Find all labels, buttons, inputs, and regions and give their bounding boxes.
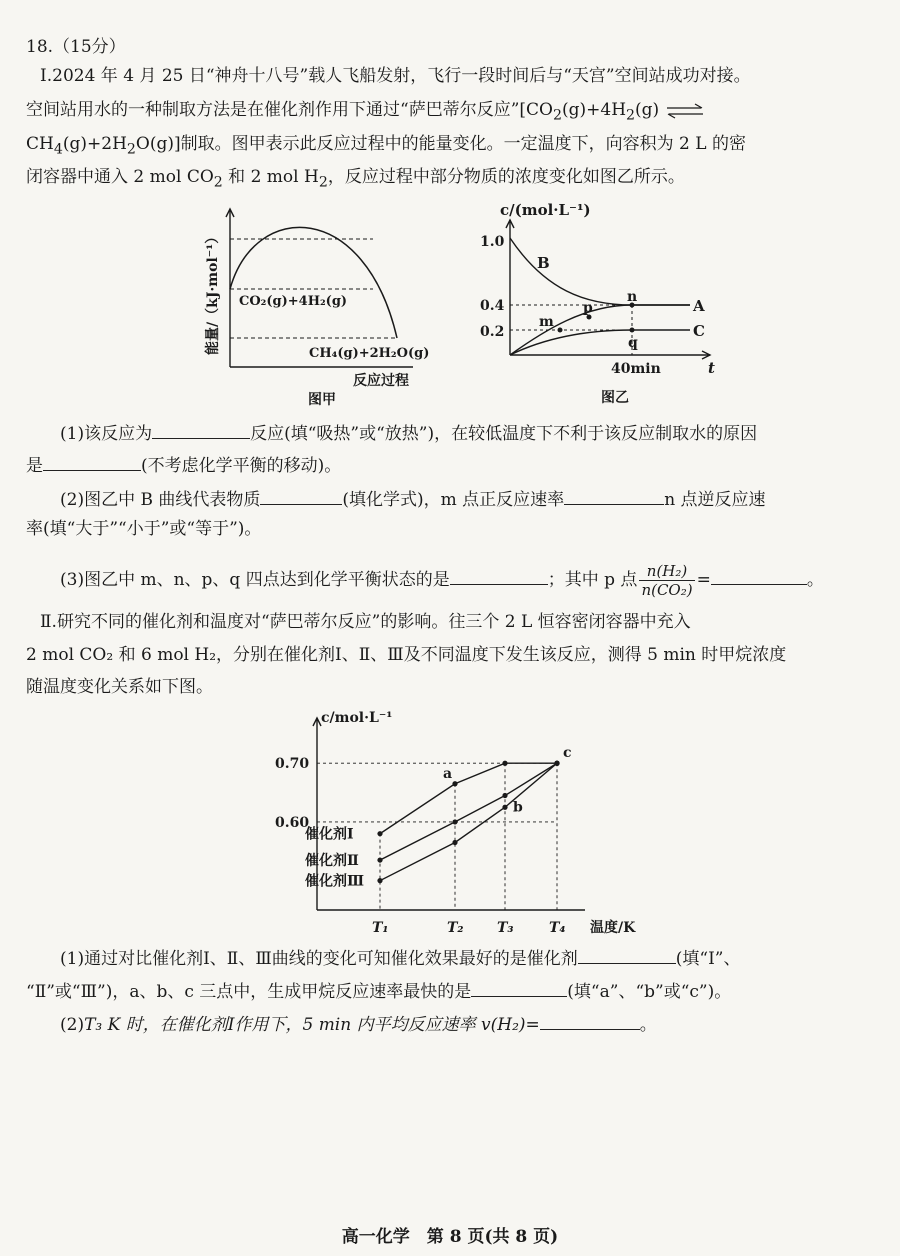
chart-point-label: a (443, 765, 453, 782)
text-seg: 和 2 mol H (222, 167, 319, 187)
yi-tick-1: 1.0 (480, 234, 505, 250)
chart-x-tick-label: T₄ (549, 920, 566, 936)
q2-line1 (60, 486, 882, 513)
chart-point (452, 781, 457, 786)
figure-jia (195, 205, 455, 408)
jia-y-label: 能量/（kJ·mol⁻¹） (205, 229, 221, 355)
q2-blank-1[interactable] (260, 486, 342, 505)
yi-label-q: q (628, 335, 638, 351)
jia-caption: 图甲 (308, 392, 336, 408)
chart-x-tick-label: T₁ (372, 920, 389, 936)
jia-energy-curve (230, 227, 397, 338)
part1-text: 2024 年 4 月 25 日“神舟十八号”载人飞船发射，飞行一段时间后与“天宫”空间站成功对接。 (52, 66, 751, 86)
q3-frac-num: n(H₂) (639, 562, 694, 581)
part1-label: Ⅰ. (40, 66, 53, 86)
q3-line (60, 562, 882, 599)
q1-text-d: (不考虑化学平衡的移动)。 (141, 456, 342, 476)
q3-fraction (639, 562, 694, 599)
q5-blank[interactable] (540, 1011, 640, 1030)
q5-text-d: 。 (639, 1015, 657, 1035)
part1-line4 (26, 164, 882, 195)
q1-blank-2[interactable] (43, 452, 141, 471)
yi-x-label: t (708, 359, 715, 377)
part2-text-3: 随温度变化关系如下图。 (26, 677, 213, 697)
yi-point-q (630, 328, 635, 333)
q2-blank-2[interactable] (564, 486, 664, 505)
text-seg: CH (26, 134, 54, 154)
subscript: 4 (53, 141, 63, 158)
chart-series-label: 催化剂Ⅱ (305, 853, 359, 870)
q5-text-a: (2) (60, 1015, 85, 1035)
part2-text-1: Ⅱ.研究不同的催化剂和温度对“萨巴蒂尔反应”的影响。往三个 2 L 恒容密闭容器中充入 (40, 612, 691, 632)
part2-line2 (26, 642, 882, 668)
page-footer: 高一化学 第 8 页(共 8 页) (341, 1227, 559, 1247)
chart-series-line (380, 763, 557, 833)
chart-point (502, 761, 507, 766)
q1-text-a: (1)该反应为 (60, 424, 153, 444)
yi-tick-04: 0.4 (480, 298, 505, 314)
q4-text-d: (填“a”、“b”或“c”)。 (567, 982, 732, 1002)
q1-text-b: 反应(填“吸热”或“放热”)，在较低温度下不利于该反应制取水的原因 (250, 424, 758, 444)
q1-line1 (60, 420, 882, 447)
q3-frac-den: n(CO₂) (641, 581, 693, 599)
jia-products-label: CH₄(g)+2H₂O(g) (309, 346, 430, 361)
question-number: 18. (26, 37, 54, 57)
q1-blank-1[interactable] (152, 420, 250, 439)
q2-text-c: n 点逆反应速 (664, 490, 766, 510)
text-seg: 空间站用水的一种制取方法是在催化剂作用下通过“萨巴蒂尔反应”[CO (26, 100, 553, 120)
chart-y-tick-label: 0.60 (275, 814, 310, 831)
q5-line (60, 1011, 882, 1038)
chart-x-tick-label: T₃ (497, 920, 514, 936)
text-seg: 闭容器中通入 2 mol CO (26, 167, 214, 187)
text-seg: O(g)]制取。图甲表示此反应过程中的能量变化。一定温度下，向容积为 2 L 的密 (135, 134, 746, 154)
q4-blank-1[interactable] (578, 945, 676, 964)
yi-point-m (558, 328, 563, 333)
text-seg: (g)+2H (62, 134, 127, 154)
q1-line2 (26, 452, 882, 479)
q2-text-d: 率(填“大于”“小于”或“等于”)。 (26, 519, 262, 539)
q3-blank-1[interactable] (450, 566, 548, 585)
chart-point (377, 857, 382, 862)
q3-end: 。 (806, 570, 824, 590)
subscript: 2 (626, 107, 636, 124)
yi-caption: 图乙 (601, 390, 629, 406)
q3-text-a: (3)图乙中 m、n、p、q 四点达到化学平衡状态的是 (60, 570, 450, 590)
chart-point-label: c (563, 745, 572, 762)
q4-text-b: (填“Ⅰ”、 (675, 949, 741, 969)
q5-text-b: T₃ K 时，在催化剂Ⅰ作用下，5 min 内平均反应速率 (84, 1015, 482, 1035)
jia-x-label: 反应过程 (353, 373, 409, 389)
q4-line1 (60, 945, 882, 972)
q2-text-b: (填化学式)，m 点正反应速率 (342, 490, 565, 510)
chart-series-label: 催化剂Ⅲ (305, 873, 365, 890)
q2-line2 (26, 516, 882, 542)
q1-text-c: 是 (26, 456, 43, 476)
chart-point (452, 819, 457, 824)
yi-tick-02: 0.2 (480, 324, 505, 340)
chart-y-tick-label: 0.70 (275, 756, 310, 773)
subscript: 2 (213, 174, 223, 191)
question-header (26, 34, 882, 60)
chart-x-label: 温度/K (590, 920, 636, 936)
chart-point (377, 878, 382, 883)
q3-text-b: ；其中 p 点 (547, 570, 638, 590)
yi-label-p: p (583, 300, 593, 316)
subscript: 2 (126, 141, 136, 158)
subscript: 2 (552, 107, 562, 124)
yi-label-b: B (537, 254, 550, 272)
chart-y-label: c/mol·L⁻¹ (321, 710, 393, 726)
subscript: 2 (318, 174, 328, 191)
part1-line2 (26, 97, 882, 128)
q4-line2 (26, 978, 882, 1005)
chart-point (452, 840, 457, 845)
chart-series-label: 催化剂Ⅰ (305, 826, 354, 843)
yi-tick-40min: 40min (611, 361, 661, 377)
yi-curve-c (510, 330, 690, 355)
equilibrium-arrow-icon (665, 104, 705, 118)
q4-text-c: “Ⅱ”或“Ⅲ”)，a、b、c 三点中，生成甲烷反应速率最快的是 (26, 982, 472, 1002)
q5-text-c: v(H₂)= (481, 1015, 540, 1035)
chart-point-label: b (513, 799, 523, 816)
yi-label-a: A (693, 297, 705, 315)
yi-label-n: n (627, 289, 638, 305)
part2-text-2: 2 mol CO₂ 和 6 mol H₂，分别在催化剂Ⅰ、Ⅱ、Ⅲ及不同温度下发生该反应，测得 5 min 时甲烷浓度 (26, 645, 787, 665)
question-points: （15分） (53, 37, 126, 57)
catalyst-chart (275, 700, 655, 940)
q2-text-a: (2)图乙中 B 曲线代表物质 (60, 490, 261, 510)
figure-yi (475, 200, 735, 410)
chart-x-tick-label: T₂ (447, 920, 464, 936)
text-seg: (g) (635, 100, 660, 120)
text-seg: ，反应过程中部分物质的浓度变化如图乙所示。 (327, 167, 685, 187)
yi-label-m: m (539, 314, 554, 330)
part2-line3 (26, 674, 882, 700)
chart-point (502, 805, 507, 810)
text-seg: (g)+4H (561, 100, 627, 120)
chart-point (554, 761, 559, 766)
q3-eq: = (696, 570, 711, 590)
part1-line1 (40, 63, 896, 89)
chart-point (502, 793, 507, 798)
yi-y-label: c/(mol·L⁻¹) (500, 201, 591, 219)
q3-blank-2[interactable] (711, 566, 807, 585)
part2-line1 (40, 609, 896, 635)
jia-reactants-label: CO₂(g)+4H₂(g) (239, 294, 348, 309)
q4-blank-2[interactable] (471, 978, 567, 997)
chart-point (377, 831, 382, 836)
yi-label-c: C (693, 322, 705, 340)
q4-text-a: (1)通过对比催化剂Ⅰ、Ⅱ、Ⅲ曲线的变化可知催化效果最好的是催化剂 (60, 949, 578, 969)
part1-line3 (26, 131, 882, 162)
